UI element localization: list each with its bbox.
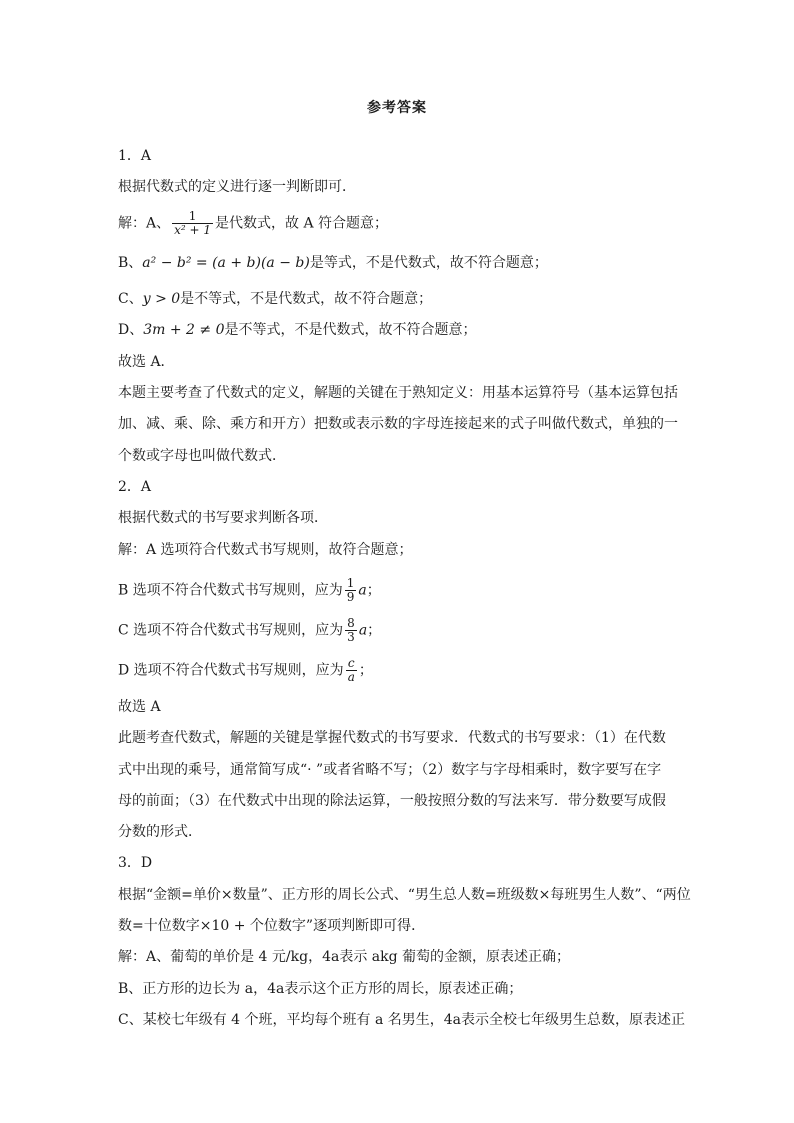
q1-c-prefix: C、 [118,291,143,307]
q1-a-frac-den: x² + 1 [174,223,212,237]
q3-hint-line-1: 根据“金额=单价×数量”、正方形的周长公式、“男生总人数=班级数×每班男生人数”、“两位 [118,887,691,903]
q2-b-den: 9 [346,590,355,604]
q2-explanation-line-2: 式中出现的乘号，通常简写成“· ”或者省略不写；（2）数字与字母相乘时，数字要写在字 [118,762,662,778]
q2-number: 2．A [118,479,152,495]
q2-c-den: 3 [347,630,355,644]
q2-option-c [118,617,381,644]
q1-a-prefix: 解：A、 [118,215,171,232]
q1-hint: 根据代数式的定义进行逐一判断即可． [118,179,356,195]
q2-d-den: a [347,670,355,684]
q3-number: 3．D [118,855,153,871]
q3-hint-line-2: 数=十位数字×10 + 个位数字”逐项判断即可得． [118,918,426,934]
q2-b-fraction [345,577,357,604]
q2-d-suffix: ； [358,662,373,679]
q2-c-prefix: C 选项不符合代数式书写规则，应为 [118,622,344,639]
q1-number: 1．A [118,148,152,164]
q1-choose: 故选 A． [118,354,175,370]
q2-d-num: c [347,656,355,670]
q2-c-var: a [358,622,368,639]
q2-c-fraction [345,617,357,644]
q2-explanation-line-3: 母的前面；（3）在代数式中出现的除法运算，一般按照分数的写法来写．带分数要写成假 [118,793,666,809]
q1-d-prefix: D、 [118,322,144,338]
q1-d-inequality: 3m + 2 ≠ 0 [143,322,225,338]
q1-option-c [118,289,432,309]
q1-explanation-line-1: 本题主要考查了代数式的定义，解题的关键在于熟知定义：用基本运算符号（基本运算包括 [118,385,678,401]
q1-c-inequality: y > 0 [142,291,181,307]
q1-option-b [118,253,548,273]
q2-d-fraction [346,657,357,684]
q1-a-suffix: 是代数式，故 A 符合题意； [215,215,389,232]
q1-d-suffix: 是不等式，不是代数式，故不符合题意； [224,322,477,338]
q3-option-a: 解：A、葡萄的单价是 4 元/kg，4a表示 akg 葡萄的金额，原表述正确； [118,949,571,965]
q1-explanation-line-3: 个数或字母也叫做代数式． [118,448,286,464]
q1-option-d [118,320,477,340]
q2-d-prefix: D 选项不符合代数式书写规则，应为 [118,662,344,679]
q1-b-suffix: 是等式，不是代数式，故不符合题意； [309,255,548,271]
q2-b-prefix: B 选项不符合代数式书写规则，应为 [118,582,343,599]
q1-explanation-line-2: 加、减、乘、除、乘方和开方）把数或表示数的字母连接起来的式子叫做代数式，单独的一 [118,416,678,432]
q2-explanation-line-4: 分数的形式． [118,824,202,840]
q2-option-b [118,577,381,604]
q1-c-suffix: 是不等式，不是代数式，故不符合题意； [180,291,433,307]
q2-c-num: 8 [347,616,355,630]
q1-b-equation: a² − b² = (a + b)(a − b) [142,255,310,271]
page-title: 参考答案 [367,100,427,116]
q2-b-num: 1 [346,576,355,590]
q1-option-a [118,210,388,237]
q2-b-suffix: ； [366,582,381,599]
q2-option-a: 解：A 选项符合代数式书写规则，故符合题意； [118,542,413,558]
q2-c-suffix: ； [367,622,382,639]
q3-option-b: B、正方形的边长为 a，4a表示这个正方形的周长，原表述正确； [118,981,523,997]
q2-hint: 根据代数式的书写要求判断各项． [118,510,328,526]
q2-choose: 故选 A [118,699,161,715]
q2-b-var: a [358,582,367,599]
q1-a-fraction [172,210,213,237]
q2-option-d [118,657,373,684]
q2-explanation-line-1: 此题考查代数式，解题的关键是掌握代数式的书写要求．代数式的书写要求：（1）在代数 [118,730,666,746]
q1-a-frac-num: 1 [188,209,197,223]
q1-b-prefix: B、 [118,255,143,271]
q3-option-c: C、某校七年级有 4 个班，平均每个班有 a 名男生，4a表示全校七年级男生总数，原表述正 [118,1012,686,1028]
